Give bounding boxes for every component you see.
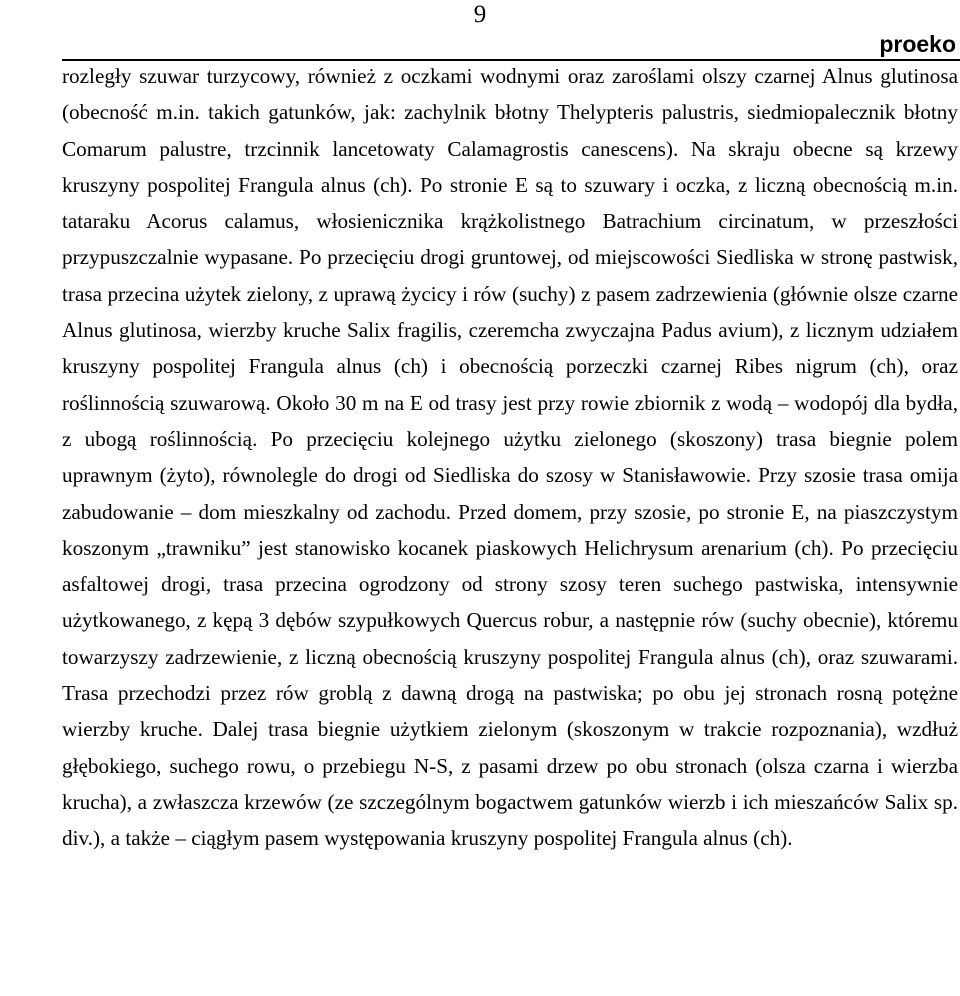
body-paragraph: rozległy szuwar turzycowy, również z oczkami wodnymi oraz zaroślami olszy czarnej Alnus glutinosa (obecność m.in. takich gatunków, jak: zachylnik błotny Thelypteris palustris, siedmiopalecznik błotny Comarum palustre, trzcinnik lancetowaty Calamagrostis canescens). Na skraju obecne są krzewy kruszyny pospolitej Frangula alnus (ch). Po stronie E są to szuwary i oczka, z liczną obecnością m.in. tataraku Acorus calamus, włosienicznika krążkolistnego Batrachium circinatum, w przeszłości przypuszczalnie wypasane. Po przecięciu drogi gruntowej, od miejscowości Siedliska w stronę pastwisk, trasa przecina użytek zielony, z uprawą życicy i rów (suchy) z pasem zadrzewienia (głównie olsze czarne Alnus glutinosa, wierzby kruche Salix fragilis, czeremcha zwyczajna Padus avium), z licznym udziałem kruszyny pospolitej Frangula alnus (ch) i obecnością porzeczki czarnej Ribes nigrum (ch), oraz roślinnością szuwarową. Około 30 m na E od trasy jest przy rowie zbiornik z wodą – wodopój dla bydła, z ubogą roślinnością. Po przecięciu kolejnego użytku zielonego (skoszony) trasa biegnie polem uprawnym (żyto), równolegle do drogi od Siedliska do szosy w Stanisławowie. Przy szosie trasa omija zabudowanie – dom mieszkalny od zachodu. Przed domem, przy szosie, po stronie E, na piaszczystym koszonym „trawniku” jest stanowisko kocanek piaskowych Helichrysum arenarium (ch). Po przecięciu asfaltowej drogi, trasa przecina ogrodzony od strony szosy teren suchego pastwiska, intensywnie użytkowanego, z kępą 3 dębów szypułkowych Quercus robur, a następnie rów (suchy obecnie), któremu towarzyszy zadrzewienie, z liczną obecnością kruszyny pospolitej Frangula alnus (ch), oraz szuwarami. Trasa przechodzi przez rów groblą z dawną drogą na pastwiska; po obu jej stronach rosną potężne wierzby kruche. Dalej trasa biegnie użytkiem zielonym (skoszonym w trakcie rozpoznania), wzdłuż głębokiego, suchego rowu, o przebiegu N-S, z pasami drzew po obu stronach (olsza czarna i wierzba krucha), a zwłaszcza krzewów (ze szczególnym bogactwem gatunków wierzb i ich mieszańców Salix sp. div.), a także – ciągłym pasem występowania kruszyny pospolitej Frangula alnus (ch). [62,64,958,851]
page-number: 9 [473,1,487,28]
brand-logo-text: proeko [879,31,956,57]
